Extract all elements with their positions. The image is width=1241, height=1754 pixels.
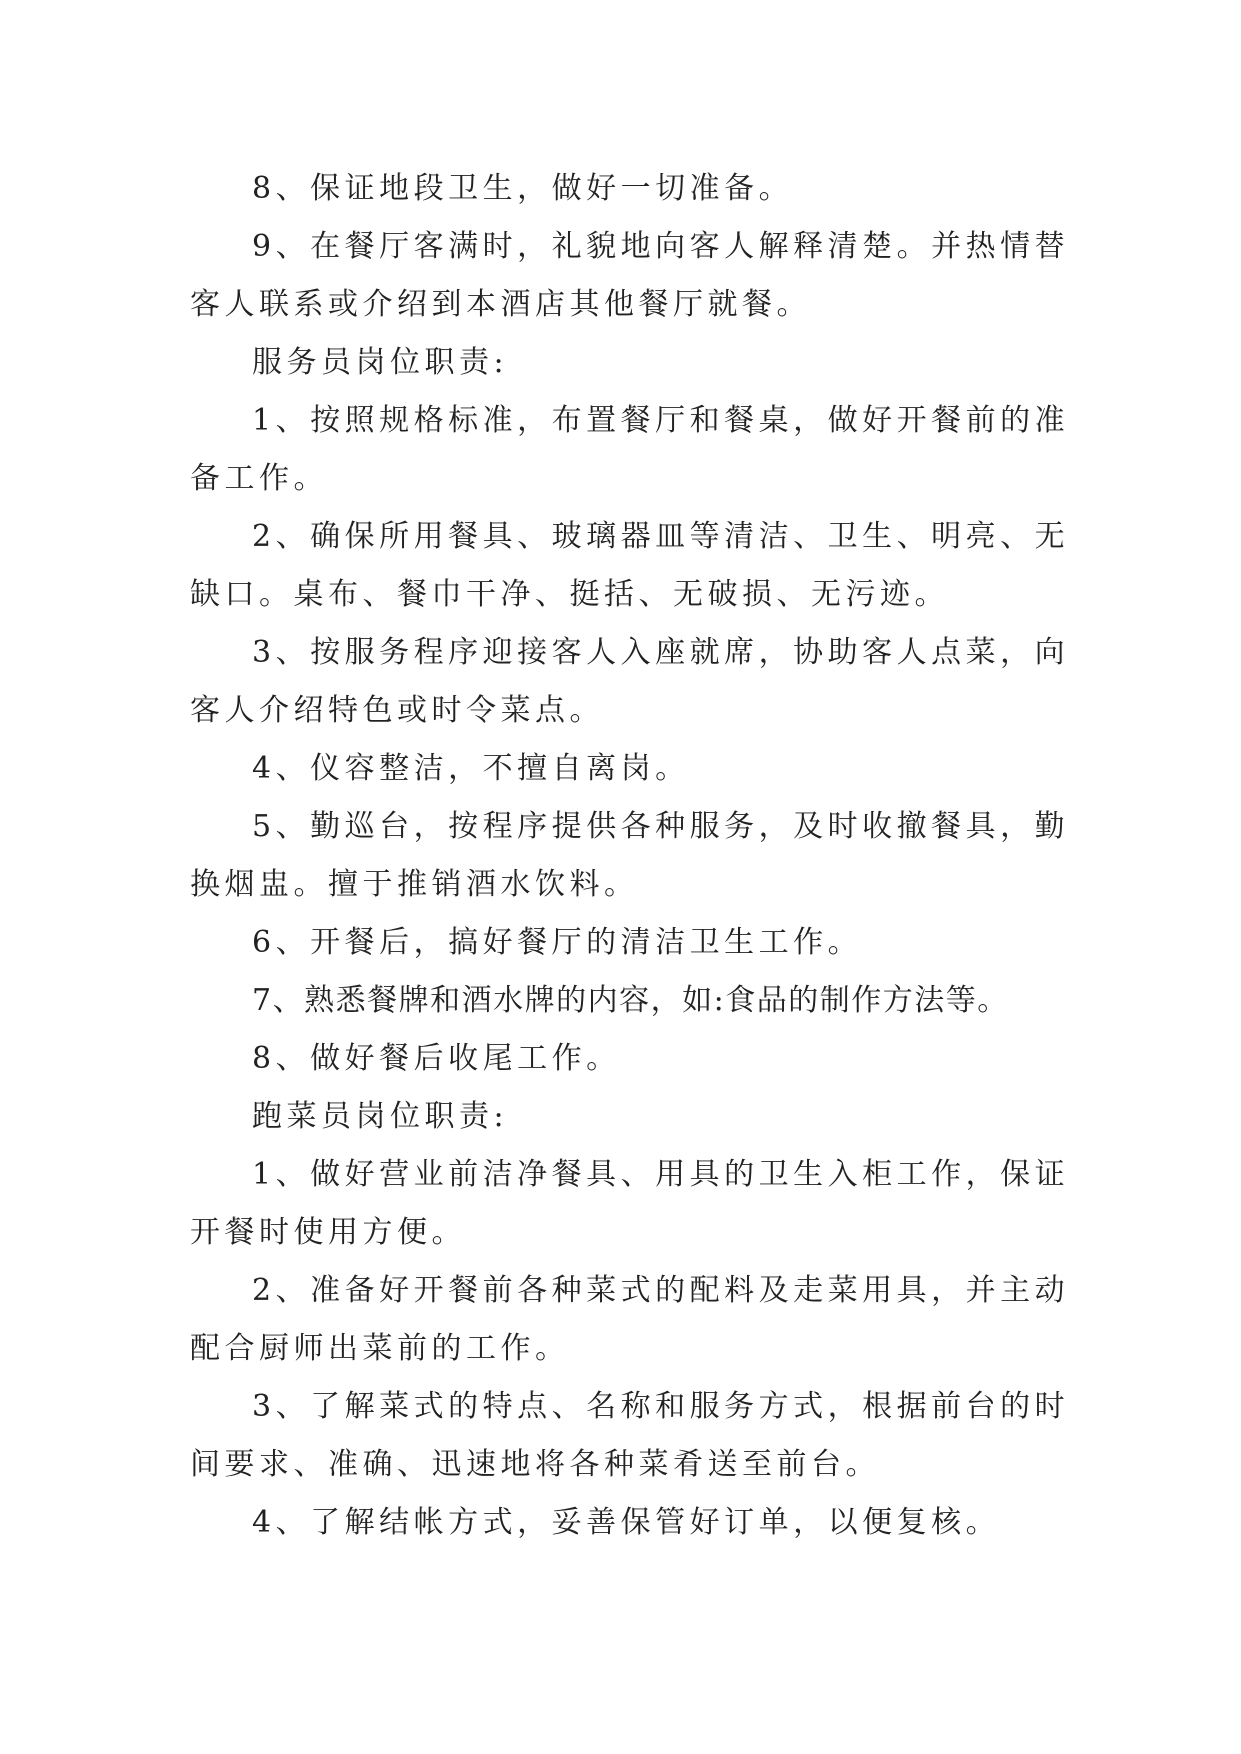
section-heading: 跑菜员岗位职责:	[252, 1099, 509, 1134]
text-line: 2、确保所用餐具、玻璃器皿等清洁、卫生、明亮、无	[252, 519, 1070, 554]
text-line: 配合厨师出菜前的工作。	[190, 1331, 570, 1366]
text-line: 备工作。	[190, 461, 328, 496]
text-line: 8、做好餐后收尾工作。	[252, 1041, 621, 1076]
text-line: 9、在餐厅客满时，礼貌地向客人解释清楚。并热情替	[252, 229, 1070, 264]
document-body	[190, 160, 1070, 1552]
text-line: 4、了解结帐方式，妥善保管好订单，以便复核。	[252, 1505, 1001, 1540]
text-line: 2、准备好开餐前各种菜式的配料及走菜用具，并主动	[252, 1273, 1070, 1308]
text-line: 4、仪容整洁，不擅自离岗。	[252, 751, 690, 786]
text-line: 5、勤巡台，按程序提供各种服务，及时收撤餐具，勤	[252, 809, 1070, 844]
text-line: 3、按服务程序迎接客人入座就席，协助客人点菜，向	[252, 635, 1070, 670]
text-line: 开餐时使用方便。	[190, 1215, 466, 1250]
section-heading: 服务员岗位职责:	[252, 345, 509, 380]
text-line: 客人介绍特色或时令菜点。	[190, 693, 604, 728]
text-line: 换烟盅。擅于推销酒水饮料。	[190, 867, 639, 902]
text-line: 8、保证地段卫生，做好一切准备。	[252, 171, 794, 206]
text-line: 1、做好营业前洁净餐具、用具的卫生入柜工作，保证	[252, 1157, 1070, 1192]
text-line: 1、按照规格标准，布置餐厅和餐桌，做好开餐前的准	[252, 403, 1070, 438]
text-line: 3、了解菜式的特点、名称和服务方式，根据前台的时	[252, 1389, 1070, 1424]
text-line: 客人联系或介绍到本酒店其他餐厅就餐。	[190, 287, 811, 322]
text-line: 间要求、准确、迅速地将各种菜肴送至前台。	[190, 1447, 880, 1482]
text-line: 6、开餐后，搞好餐厅的清洁卫生工作。	[252, 925, 863, 960]
text-line: 7、熟悉餐牌和酒水牌的内容，如:食品的制作方法等。	[252, 983, 1009, 1018]
text-line: 缺口。桌布、餐巾干净、挺括、无破损、无污迹。	[190, 577, 949, 612]
